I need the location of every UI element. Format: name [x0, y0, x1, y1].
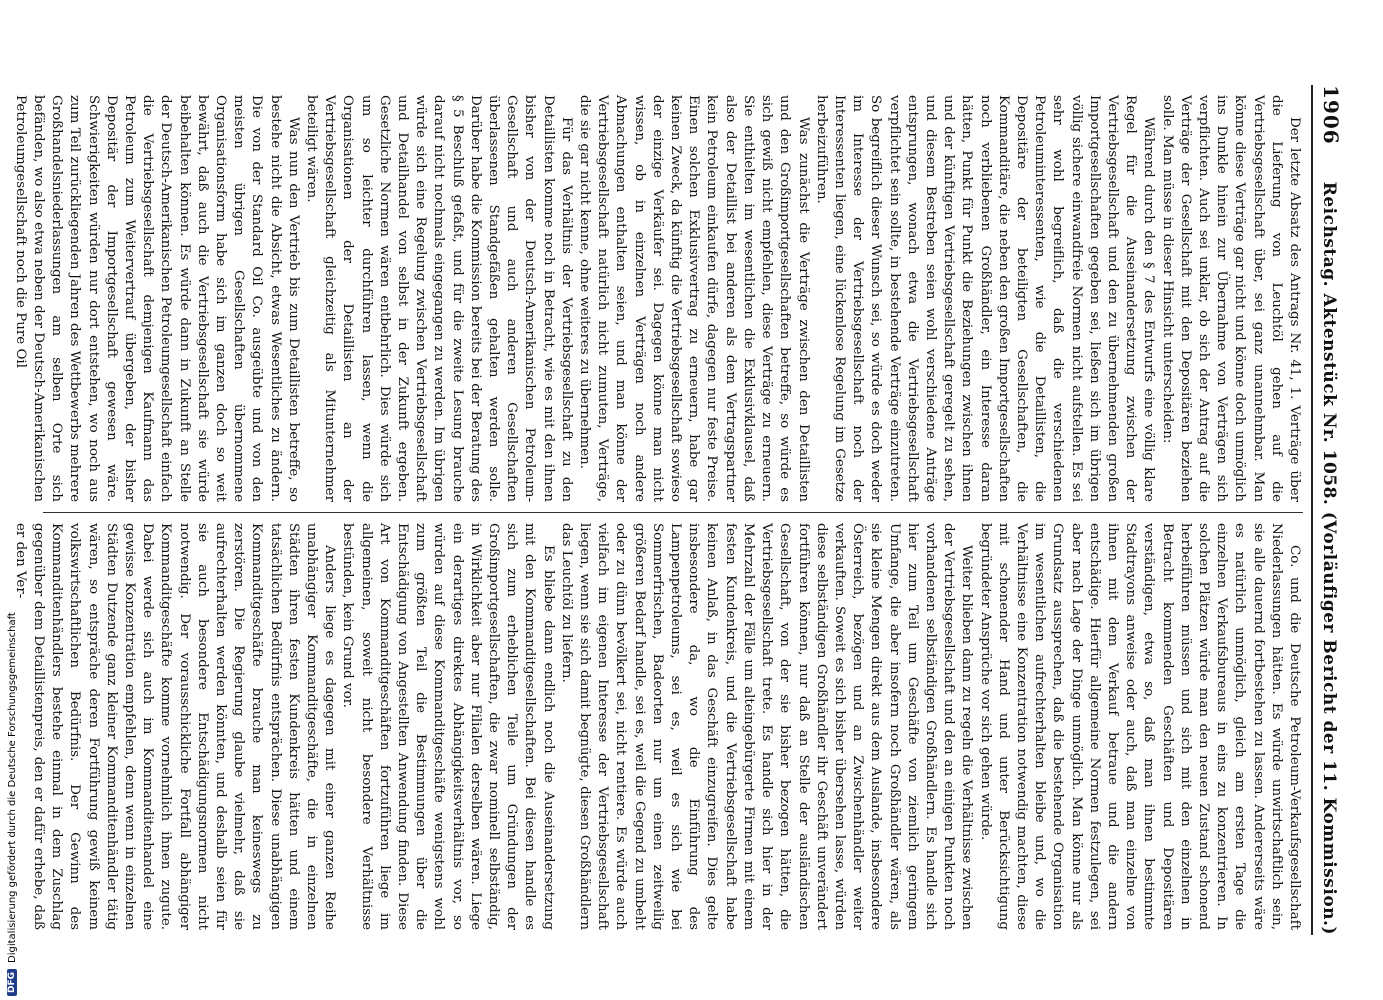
left-column	[12, 85, 1303, 512]
page-number: 1906	[1319, 85, 1343, 145]
paragraph: Während durch den § 7 des Entwurfs eine völlig klare Regel für die Auseinandersetzung zwischen der Vertriebsgesellschaft und den zu übernehmenden großen Importgesellschaften gegeben sei, ließen sich im übrigen völlig sichere einwandfreie Normen nicht aufstellen. Es sei sehr wohl begreiflich, daß die verschiedenen Petroleuminteressenten, wie die Detaillisten, die Depositäre der beteiligten Gesellschaften, die Kommanditäre, die neben den großen Importgesellschaften noch verbliebenen Großhändler, ein Interesse daran hätten, Punkt für Punkt die Beziehungen zwischen ihnen und der künftigen Vertriebsgesellschaft geregelt zu sehen, und diesem Bestreben seien wohl verschiedene Anträge entsprungen, wonach etwa die Vertriebsgesellschaft verpflichtet sein sollte, in bestehende Verträge einzutreten. So begreiflich dieser Wunsch sei, so würde es doch weder im Interesse der Vertriebsgesellschaft noch der Interessenten liegen, eine lückenlose Regelung im Gesetze herbeizuführen.	[813, 95, 1157, 502]
paragraph: Co. und die Deutsche Petroleum-Verkaufsgesellschaft Niederlassungen hätten. Es würde unwirtschaftlich sein, sie alle dauernd fortbestehen zu lassen. Andererseits wäre es natürlich unmöglich, gleich am ersten Tage die einzelnen Verkaufsbureaus in eins zu konzentrieren. In solchen Plätzen würde man den neuen Zustand schonend herbeiführen müssen und sich mit den einzelnen in Betracht kommenden Geschäften und Depositären verständigen, etwa so, daß man ihnen bestimmte Stadtrayons anweise oder auch, daß man einzelne von ihnen mit dem Verkauf betraue und die andern entschädige. Hierfür allgemeine Normen festzulegen, sei aber nach Lage der Dinge unmöglich. Man könne nur als Grundsatz aussprechen, daß die bestehende Organisation im wesentlichen aufrechterhalten bleibe und, wo die Verhältnisse eine Konzentration notwendig machten, diese mit schonender Hand und unter Berücksichtigung begründeter Ansprüche vor sich gehen würde.	[977, 523, 1302, 930]
dfg-logo: DFG	[7, 969, 17, 996]
right-column	[12, 512, 1303, 940]
paragraph: Anders liege es dagegen mit einer ganzen Reihe unabhängiger Kommanditgeschäfte, die in einzelnen Städten ihren festen Kundenkreis hätten und einem tatsächlichen Bedürfnis entsprächen. Diese unabhängigen Kommanditgeschäfte brauche man keineswegs zu zerstören. Die Regierung glaube vielmehr, daß sie aufrechterhalten werden könnten, und deshalb seien für sie auch besondere Entschädigungsnormen nicht notwendig. Der vorausschickliche Fortfall abhängiger Kommanditgeschäfte komme vornehmlich ihnen zugute. Dabei werde sich auch im Kommanditenhandel eine gewisse Konzentration empfehlen, denn wenn in einzelnen Städten Dutzende ganz kleiner Kommanditenhändler tätig wären, so entspräche deren Fortführung gewiß keinem volkswirtschaftlichen Bedürfnis. Der Gewinn des Kommanditenhändlers bestehe einmal in dem Zuschlag gegenüber dem Detaillistenpreis, den er dafür erhebe, daß er den Ver-	[12, 523, 338, 930]
digitization-text: Digitalisierung gefördert durch die Deutsche Forschungsgemeinschaft	[6, 612, 18, 963]
paragraph: Für das Verhältnis der Vertriebsgesellschaft zu den Detaillisten komme noch in Betracht, wie es mit den ihnen bisher von der Deutsch-Amerikanischen Petroleum-Gesellschaft und auch anderen Gesellschaften überlassenen Standgefäßen gehalten werden solle. Darüber habe die Kommission bereits bei der Beratung des § 5 Beschluß gefaßt, und für die zweite Lesung brauche darauf nicht nochmals eingegangen zu werden. Im übrigen würde sich eine Regelung zwischen Vertriebsgesellschaft und Detailhandel von selbst in der Zukunft ergeben. Gesetzliche Normen wären entbehrlich. Dies würde sich um so leichter durchführen lassen, wenn die Organisationen der Detaillisten an der Vertriebsgesellschaft gleichzeitig als Mitunternehmer beteiligt wären.	[304, 95, 574, 502]
text-columns	[12, 85, 1303, 940]
digitization-note	[4, 6, 20, 996]
paragraph: Weiter blieben dann zu regeln die Verhältnisse zwischen der Vertriebsgesellschaft und den an einigen Punkten noch vorhandenen selbständigen Großhändlern. Es handle sich hier zum Teil um Geschäfte von ziemlich geringem Umfange, die aber insofern noch Großhändler wären, als sie kleine Mengen direkt aus dem Auslande, insbesondere Österreich, bezögen und an Zwischenhändler weiter verkauften. Soweit es sich bisher übersehen lasse, würden diese selbständigen Großhändler ihr Geschäft unverändert fortführen können, nur daß an Stelle der ausländischen Gesellschaft, von der sie bisher bezogen hätten, die Vertriebsgesellschaft trete. Es handle sich hier in der Mehrzahl der Fälle um alteingebürgerte Firmen mit einem festen Kundenkreis, und die Vertriebsgesellschaft habe keinen Anlaß, in das Geschäft einzugreifen. Dies gelte insbesondere da, wo die Einführung des Lampenpetroleums, sei es, weil es sich wie bei Sommerfrischen, Badeorten nur um einen zeitweilig größeren Bedarf handle, sei es, weil die Gegend zu umbeht oder zu dünn bevölkert sei, nicht rentiere. Es würde auch vielfach im eigenen Interesse der Vertriebsgesellschaft liegen, wenn sie sich damit begnügte, diesen Großhändlern das Leuchtöl zu liefern.	[558, 523, 975, 930]
running-title: Reichstag. Aktenstück Nr. 1058. (Vorläufiger Bericht der 11. Kommission.)	[1319, 181, 1339, 935]
paragraph: Es bliebe dann endlich noch die Auseinandersetzung mit den Kommanditgesellschaften. Bei diesen handle es sich zum erheblichen Teile um Gründungen der Großimportgesellschaften, die zwar nominell selbständig, in Wirklichkeit aber nur Filialen derselben wären. Liege ein derartiges direktes Abhängigkeitsverhältnis vor, so würden auf diese Kommanditgeschäfte wenigstens wohl zum größten Teil die Bestimmungen über die Entschädigung von Angestellten Anwendung finden. Diese Art von Kommanditgeschäften fortzuführen liege im allgemeinen, soweit nicht besondere Verhältnisse bestünden, kein Grund vor.	[340, 523, 556, 930]
page-header	[1311, 85, 1355, 935]
paragraph: Was nun den Vertrieb bis zum Detaillisten betreffe, so bestehe nicht die Absicht, etwas Wesentliches zu ändern. Die von der Standard Oil Co. ausgeübte und von den meisten übrigen Gesellschaften übernommene Organisationsform habe sich im ganzen doch so weit bewährt, daß auch die Vertriebsgesellschaft sie würde beibehalten können. Es würde dann in Zukunft an Stelle der Deutsch-Amerikanischen Petroleumgesellschaft einfach die Vertriebsgesellschaft demjenigen Kaufmann das Petroleum zum Weitervertrauf übergeben, der bisher Depositär der Importgesellschaft gewesen wäre. Schwierigkeiten würden nur dort entstehen, wo noch aus zum Teil zurückliegenden Jahren des Wettbewerbs mehrere Großhandelsniederlassungen am selben Orte sich befänden, wo also etwa neben der Deutsch-Amerikanischen Petroleumgesellschaft noch die Pure Oil	[12, 95, 301, 502]
paragraph: Was zunächst die Verträge zwischen den Detaillisten und den Großimportgesellschaften betreffe, so würde es sich gewiß nicht empfehlen, diese Verträge zu erneuern. Sie enthielten im wesentlichen die Exklusivklausel, daß also der Detaillist bei anderen als dem Vertragspartner kein Petroleum einkaufen dürfe, dagegen nur feste Preise. Einen solchen Exklusivvertrag zu erneuern, habe gar keinen Zweck, da künftig die Vertriebsgesellschaft sowieso der einzige Verkäufer sei. Dagegen könne man nicht wissen, ob in einzelnen Verträgen noch andere Abmachungen enthalten seien, und man könne der Vertriebsgesellschaft natürlich nicht zumuten, Verträge, die sie gar nicht kenne, ohne weiteres zu übernehmen.	[577, 95, 811, 502]
paragraph: Der letzte Absatz des Antrags Nr. 41, 1. Verträge über die Lieferung von Leuchtöl gehen auf die Vertriebsgesellschaft über, sei ganz unannehmbar. Man könne diese Verträge gar nicht und könne doch unmöglich ins Dunkle hinein zur Übernahme von Verträgen sich verpflichten. Auch sei unklar, ob sich der Antrag auf die Verträge der Gesellschaft mit den Depositären beziehen solle. Man müsse in dieser Hinsicht unterscheiden:	[1159, 95, 1302, 502]
